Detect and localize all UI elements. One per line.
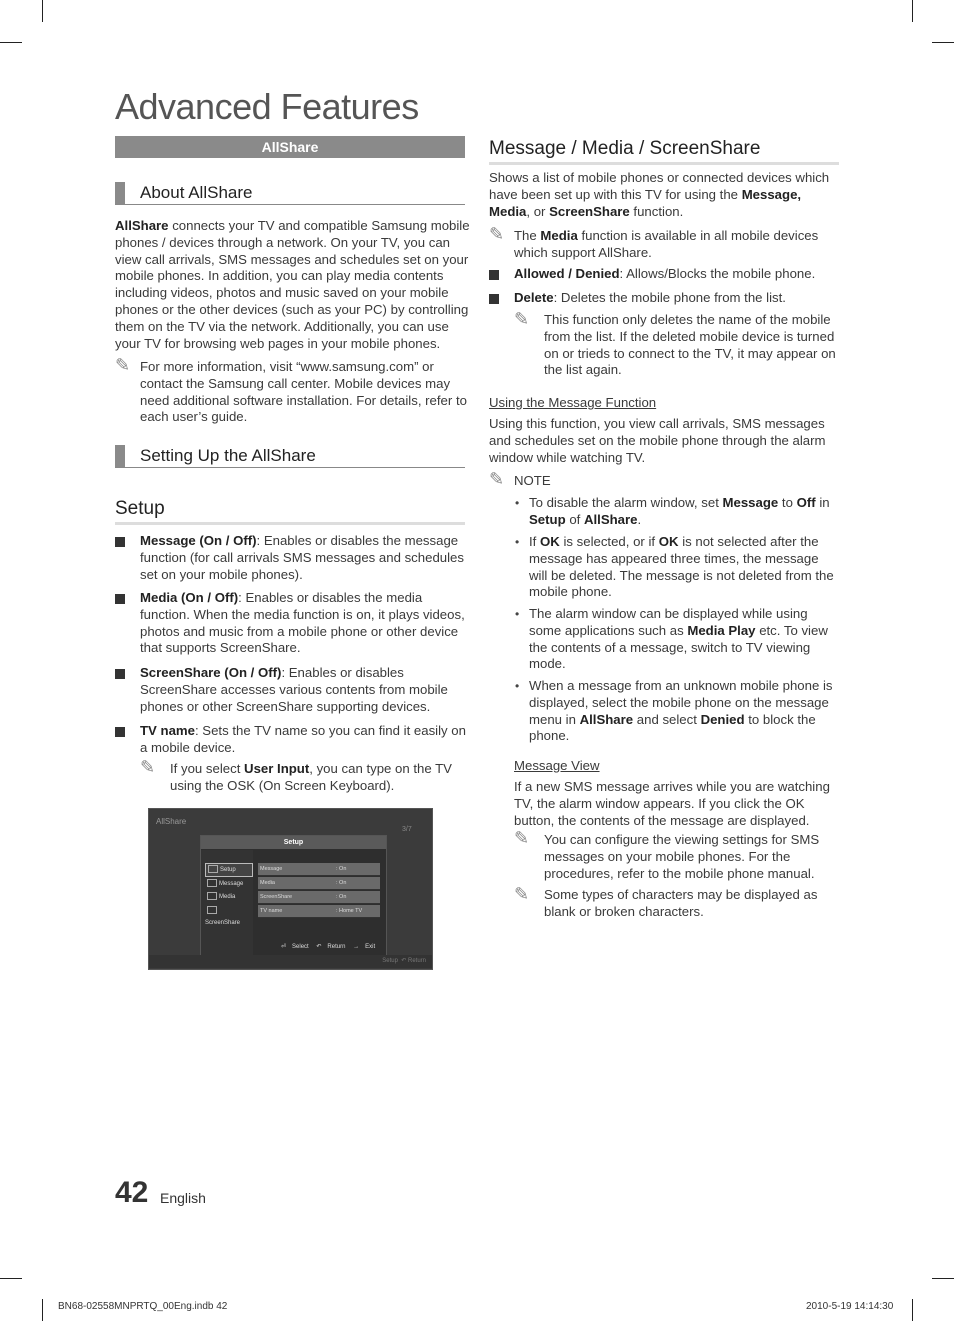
heading-bar bbox=[115, 445, 125, 467]
about-heading-label: About AllShare bbox=[140, 183, 253, 202]
delete-item: Delete: Deletes the mobile phone from the list. bbox=[514, 290, 786, 305]
view-text: If a new SMS message arrives while you are watching TV, the alarm window appears. If you click the OK button, the contents of the message are displayed. bbox=[514, 779, 830, 828]
message-icon bbox=[207, 879, 217, 887]
setting-heading-label: Setting Up the AllShare bbox=[140, 446, 316, 465]
item-media: Media (On / Off): Enables or disables the media function. When the media function is on, it plays videos, photos and music from a mobile phone or other device that supports ScreenShare. bbox=[140, 590, 465, 656]
tv-page: 3/7 bbox=[402, 826, 412, 833]
select-icon: ⏎ bbox=[281, 944, 287, 950]
tv-btn-exit[interactable]: Exit bbox=[365, 944, 376, 950]
tv-row-tvname[interactable]: TV name : Home TV bbox=[258, 905, 380, 918]
footer-left: BN68-02558MNPRTQ_00Eng.indb 42 bbox=[58, 1301, 228, 1312]
delete-note: This function only deletes the name of the mobile from the list. If the deleted mobile device is turned on or trieds to connect to the TV, it may appear on the list again. bbox=[544, 312, 836, 378]
exit-icon: → bbox=[353, 944, 360, 950]
tv-btn-select[interactable]: Select bbox=[292, 944, 309, 950]
bullet-square bbox=[115, 727, 125, 737]
tv-header: AllShare bbox=[156, 817, 187, 826]
view-note1: You can configure the viewing settings for SMS messages on your mobile phones. For the procedures, refer to the mobile phone manual. bbox=[544, 832, 820, 881]
pencil-note-icon: ✎ bbox=[115, 355, 131, 375]
note-label: NOTE bbox=[514, 473, 551, 488]
using-text: Using this function, you view call arrivals, SMS messages and schedules set on the mobile phone through the alarm window while watching TV. bbox=[489, 416, 826, 465]
view-heading: Message View bbox=[514, 758, 600, 773]
tv-menu-message[interactable]: Message bbox=[205, 878, 251, 890]
pencil-note-icon: ✎ bbox=[489, 469, 505, 489]
tv-buttons bbox=[281, 943, 381, 950]
item-tvname: TV name: Sets the TV name so you can find it easily on a mobile device. bbox=[140, 723, 466, 755]
bullet-square bbox=[115, 669, 125, 679]
about-bold: AllShare bbox=[115, 218, 169, 233]
item-message: Message (On / Off): Enables or disables the message function (for call arrivals SMS messages and schedules set on your mobile phones). bbox=[140, 533, 464, 582]
about-heading bbox=[115, 182, 465, 205]
pencil-note-icon: ✎ bbox=[489, 224, 505, 244]
pencil-note-icon: ✎ bbox=[514, 884, 530, 904]
right-intro: Shows a list of mobile phones or connected devices which have been set up with this TV for using the Message, Media, or ScreenShare function. bbox=[489, 170, 830, 219]
page-language: English bbox=[160, 1190, 206, 1206]
bullet-dot: • bbox=[515, 679, 520, 693]
right-heading: Message / Media / ScreenShare bbox=[489, 138, 839, 165]
right-note1: The Media function is available in all mobile devices which support AllShare. bbox=[514, 228, 819, 260]
tv-sidebar bbox=[201, 850, 253, 955]
tv-panel-title: Setup bbox=[201, 836, 386, 849]
tv-row-message[interactable]: Message : On bbox=[258, 863, 380, 876]
bullet-square bbox=[489, 294, 499, 304]
bullet-square bbox=[115, 594, 125, 604]
tv-bottom-bar: Setup ↶ Return bbox=[149, 955, 432, 968]
page-number: 42 bbox=[115, 1176, 149, 1209]
tv-screen bbox=[148, 808, 433, 970]
tv-panel bbox=[200, 835, 387, 957]
allowed-item: Allowed / Denied: Allows/Blocks the mobile phone. bbox=[514, 266, 816, 281]
tv-row-media[interactable]: Media : On bbox=[258, 877, 380, 890]
screenshare-icon bbox=[207, 906, 217, 914]
media-icon bbox=[207, 892, 217, 900]
note-bullet-2: If OK is selected, or if OK is not selected after the message has appeared three times, the message will be deleted. The message is not deleted from the mobile phone. bbox=[529, 534, 834, 600]
about-note: For more information, visit “www.samsung.com” or contact the Samsung call center. Mobile devices may need additional software installation. For details, refer to each user’s guide. bbox=[140, 359, 467, 425]
tv-menu-media[interactable]: Media bbox=[205, 891, 251, 903]
bullet-dot: • bbox=[515, 496, 520, 510]
note-bullet-4: When a message from an unknown mobile phone is displayed, select the mobile phone on the message menu in AllShare and select Denied to block the phone. bbox=[529, 678, 833, 744]
tv-row-screenshare[interactable]: ScreenShare : On bbox=[258, 891, 380, 904]
bullet-dot: • bbox=[515, 535, 520, 549]
setup-heading: Setup bbox=[115, 498, 465, 525]
tvname-note: If you select User Input, you can type on the TV using the OSK (On Screen Keyboard). bbox=[170, 761, 452, 793]
setup-icon bbox=[208, 865, 218, 873]
tv-bottom-setup: Setup bbox=[382, 958, 398, 964]
tv-bottom-return: Return bbox=[407, 958, 426, 964]
pencil-note-icon: ✎ bbox=[514, 828, 530, 848]
bullet-square bbox=[115, 537, 125, 547]
footer-right: 2010-5-19 14:14:30 bbox=[806, 1301, 894, 1312]
heading-bar bbox=[115, 182, 125, 204]
page-title: Advanced Features bbox=[115, 86, 419, 127]
tv-menu-screenshare[interactable]: ScreenShare bbox=[205, 905, 251, 917]
item-screenshare: ScreenShare (On / Off): Enables or disables ScreenShare accesses various contents from mobile phones or other ScreenShare supporting devices. bbox=[140, 665, 448, 714]
setting-heading bbox=[115, 445, 465, 468]
about-paragraph: AllShare connects your TV and compatible Samsung mobile phones / devices through a network. On your TV, you can view call arrivals, SMS messages and schedules set on your mobile phones. In addition, you can play media contents including videos, photos and music saved on your mobile phones or the other devices (such as your PC) by controlling them on the TV via the network. Additionally, you can use your TV for browsing web pages in your mobile phones. bbox=[115, 218, 470, 351]
tv-menu-setup[interactable]: Setup bbox=[205, 863, 253, 877]
using-heading: Using the Message Function bbox=[489, 395, 657, 410]
view-note2: Some types of characters may be displayed as blank or broken characters. bbox=[544, 887, 818, 919]
tv-btn-return[interactable]: Return bbox=[327, 944, 346, 950]
bullet-dot: • bbox=[515, 607, 520, 621]
note-bullet-1: To disable the alarm window, set Message to Off in Setup of AllShare. bbox=[529, 495, 830, 527]
section-band: AllShare bbox=[115, 136, 465, 158]
return-icon: ↶ bbox=[316, 944, 322, 950]
pencil-note-icon: ✎ bbox=[140, 757, 156, 777]
note-bullet-3: The alarm window can be displayed while using some applications such as Media Play etc. To view the contents of a message, switch to TV viewing mode. bbox=[529, 606, 828, 672]
bullet-square bbox=[489, 270, 499, 280]
pencil-note-icon: ✎ bbox=[514, 309, 530, 329]
